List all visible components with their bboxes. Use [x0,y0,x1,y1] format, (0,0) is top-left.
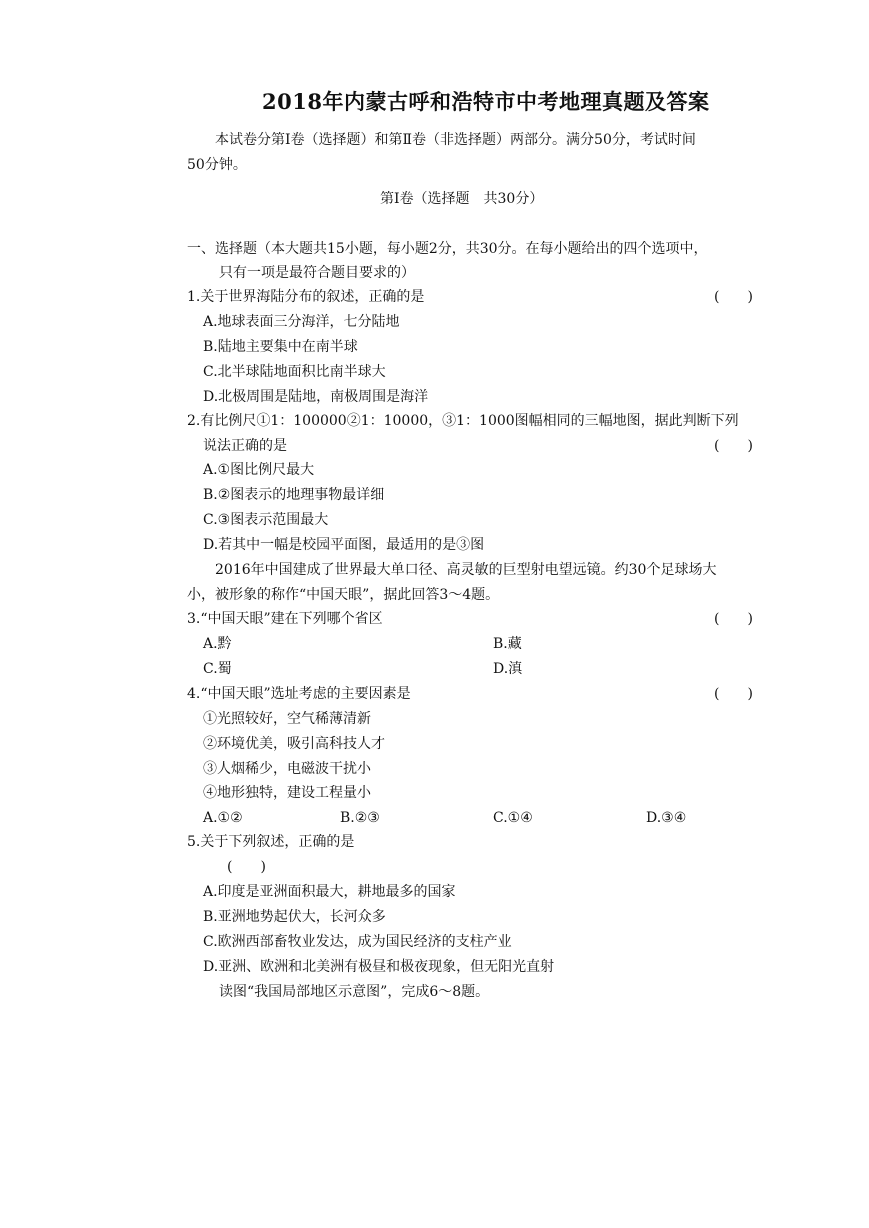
question-4-option-c: C.①④ [493,810,533,826]
question-1-option-a: A.地球表面三分海洋，七分陆地 [203,314,400,330]
question-3-answer-blank: ( ) [714,611,753,627]
question-4-option-a: A.①② [203,810,243,826]
question-5-option-d: D.亚洲、欧洲和北美洲有极昼和极夜现象，但无阳光直射 [203,959,555,975]
question-1-stem: 1.关于世界海陆分布的叙述，正确的是 [187,289,425,305]
question-2-stem-line-1: 2.有比例尺①1：100000②1：10000，③1：1000图幅相同的三幅地图，据此判断下列 [187,413,739,429]
part1-title: 第Ⅰ卷（选择题 共30分） [380,191,544,207]
question-4-item-4: ④地形独特，建设工程量小 [203,785,371,801]
question-4-item-3: ③人烟稀少，电磁波干扰小 [203,761,371,777]
question-3-option-c: C.蜀 [203,661,232,677]
question-3-option-d: D.滇 [493,661,523,677]
question-3-option-a: A.黔 [203,636,232,652]
question-2-option-c: C.③图表示范围最大 [203,512,329,528]
question-5-answer-blank: ( ) [227,859,266,875]
question-3-option-b: B.藏 [493,636,522,652]
material-2: 读图“我国局部地区示意图”，完成6～8题。 [219,984,490,1000]
material-1-line-2: 小，被形象的称作“中国天眼”，据此回答3～4题。 [187,587,500,603]
question-1-option-d: D.北极周围是陆地，南极周围是海洋 [203,389,429,405]
question-4-item-1: ①光照较好，空气稀薄清新 [203,711,371,727]
question-4-answer-blank: ( ) [714,686,753,702]
question-4-stem: 4.“中国天眼”选址考虑的主要因素是 [187,686,411,702]
question-2-option-a: A.①图比例尺最大 [203,462,315,478]
section1-instructions-line-2: 只有一项是最符合题目要求的） [219,265,415,281]
intro-line-1: 本试卷分第Ⅰ卷（选择题）和第Ⅱ卷（非选择题）两部分。满分50分，考试时间 [215,132,696,148]
material-1-line-1: 2016年中国建成了世界最大单口径、高灵敏的巨型射电望远镜。约30个足球场大 [215,562,717,578]
section1-instructions-line-1: 一、选择题（本大题共15小题，每小题2分，共30分。在每小题给出的四个选项中， [187,241,708,257]
question-3-stem: 3.“中国天眼”建在下列哪个省区 [187,611,383,627]
question-1-option-b: B.陆地主要集中在南半球 [203,339,358,355]
question-4-item-2: ②环境优美，吸引高科技人才 [203,736,385,752]
question-2-stem-line-2: 说法正确的是 [203,438,287,454]
question-5-option-c: C.欧洲西部畜牧业发达，成为国民经济的支柱产业 [203,934,512,950]
question-4-option-b: B.②③ [340,810,380,826]
question-2-option-d: D.若其中一幅是校园平面图，最适用的是③图 [203,537,485,553]
question-5-option-a: A.印度是亚洲面积最大，耕地最多的国家 [203,884,456,900]
question-2-answer-blank: ( ) [714,438,753,454]
question-5-stem: 5.关于下列叙述，正确的是 [187,834,355,850]
question-4-option-d: D.③④ [646,810,687,826]
question-1-option-c: C.北半球陆地面积比南半球大 [203,364,386,380]
intro-line-2: 50分钟。 [187,157,247,173]
question-1-answer-blank: ( ) [714,289,753,305]
question-2-option-b: B.②图表示的地理事物最详细 [203,487,385,503]
exam-title: 2018年内蒙古呼和浩特市中考地理真题及答案 [262,89,710,114]
question-5-option-b: B.亚洲地势起伏大，长河众多 [203,909,386,925]
